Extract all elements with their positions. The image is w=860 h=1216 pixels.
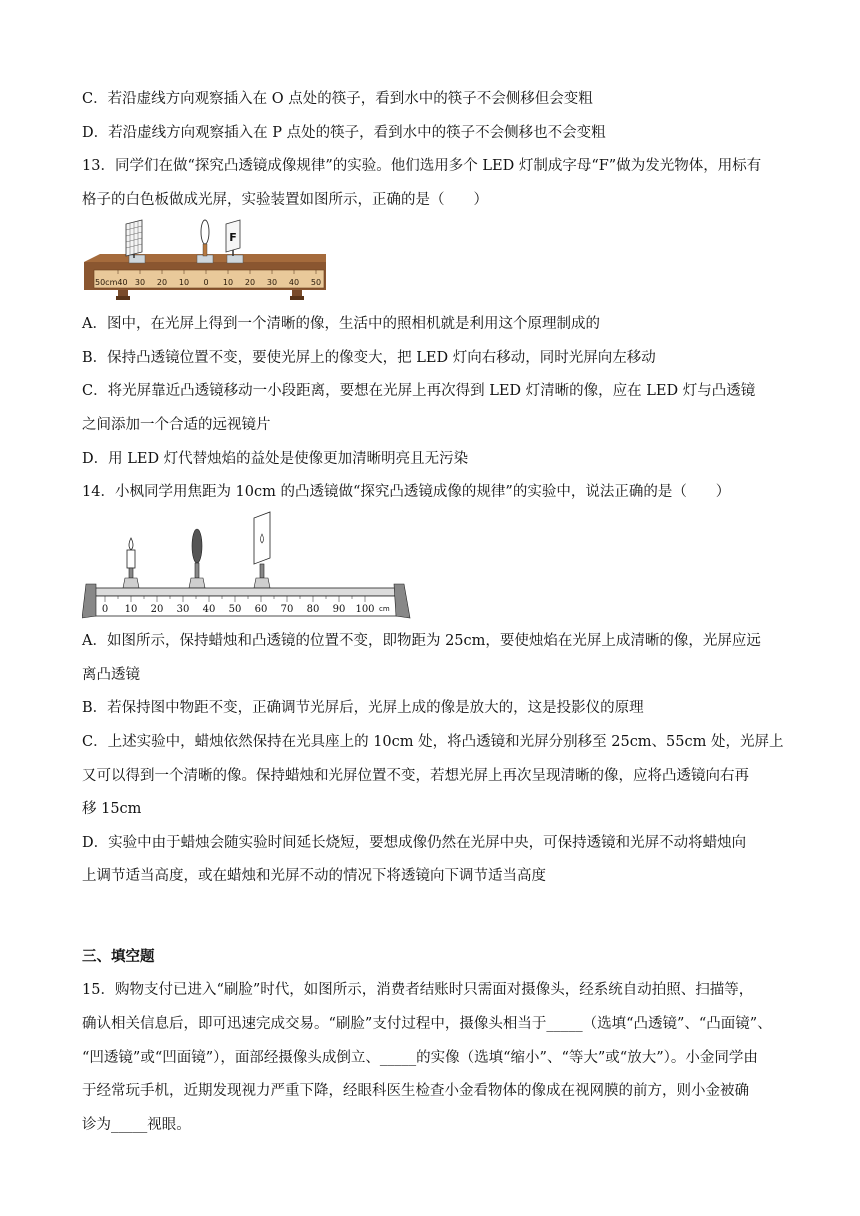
q14-option-b: B．若保持图中物距不变，正确调节光屏后，光屏上成的像是放大的，这是投影仪的原理 bbox=[82, 700, 644, 716]
f-letter: F bbox=[229, 231, 237, 244]
q13-stem-line2: 格子的白色板做成光屏，实验装置如图所示，正确的是（ ） bbox=[82, 192, 488, 208]
q14-option-d-line1: D．实验中由于蜡烛会随实验时间延长烧短，要想成像仍然在光屏中央，可保持透镜和光屏不动将蜡烛向 bbox=[82, 835, 747, 851]
rail-leg-left bbox=[82, 584, 96, 618]
scale-tick: 30 bbox=[134, 278, 146, 287]
q14-option-a-line1: A．如图所示，保持蜡烛和凸透镜的位置不变，即物距为 25cm，要使烛焰在光屏上成清晰的像，光屏应远 bbox=[82, 633, 761, 649]
scale-tick: 0 bbox=[203, 278, 209, 287]
candle bbox=[127, 538, 135, 578]
scale-tick: 10 bbox=[124, 604, 138, 615]
q14-stem: 14．小枫同学用焦距为 10cm 的凸透镜做“探究凸透镜成像的规律”的实验中，说法正确的是（ ） bbox=[82, 484, 731, 500]
q14-option-c-line2: 又可以得到一个清晰的像。保持蜡烛和光屏位置不变，若想光屏上再次呈现清晰的像，应将凸透镜向右再 bbox=[82, 768, 749, 784]
rail-leg-right bbox=[394, 584, 410, 618]
scale-tick: 0 bbox=[101, 604, 109, 615]
grid-screen bbox=[126, 220, 142, 258]
scale-tick: 40 bbox=[202, 604, 216, 615]
scale-tick: 80 bbox=[306, 604, 320, 615]
scale-tick: 10 bbox=[222, 278, 234, 287]
q13-option-c-line1: C．将光屏靠近凸透镜移动一小段距离，要想在光屏上再次得到 LED 灯清晰的像，应在 LED 灯与凸透镜 bbox=[82, 383, 756, 399]
q13-option-b: B．保持凸透镜位置不变，要使光屏上的像变大，把 LED 灯向右移动，同时光屏向左移动 bbox=[82, 350, 656, 366]
q13-option-d: D．用 LED 灯代替烛焰的益处是使像更加清晰明亮且无污染 bbox=[82, 451, 469, 467]
q15-line2: 确认相关信息后，即可迅速完成交易。“刷脸”支付过程中，摄像头相当于_____（选填“凸透镜”、“凸面镜”、 bbox=[82, 1016, 772, 1032]
q15-line5: 诊为_____视眼。 bbox=[82, 1117, 191, 1133]
q12-option-c: C．若沿虚线方向观察插入在 O 点处的筷子，看到水中的筷子不会侧移但会变粗 bbox=[82, 91, 593, 107]
scale-tick: 50 bbox=[228, 604, 242, 615]
scale-tick: 20 bbox=[150, 604, 164, 615]
section-title-fill-in: 三、填空题 bbox=[82, 949, 155, 965]
scale-left-label: 50cm40 bbox=[95, 278, 128, 287]
scale-tick: 40 bbox=[288, 278, 300, 287]
q14-optical-bench-figure bbox=[82, 508, 412, 620]
scale-tick: 30 bbox=[176, 604, 190, 615]
scale-tick: 100 bbox=[355, 604, 375, 615]
scale-unit: cm bbox=[379, 605, 390, 613]
q13-stem-line1: 13．同学们在做“探究凸透镜成像规律”的实验。他们选用多个 LED 灯制成字母“F”做为发光物体，用标有 bbox=[82, 158, 762, 174]
convex-lens bbox=[197, 220, 213, 263]
q13-option-c-line2: 之间添加一个合适的远视镜片 bbox=[82, 417, 271, 433]
q15-line3: “凹透镜”或“凹面镜”），面部经摄像头成倒立、_____的实像（选填“缩小”、“等大”或“放大”）。小金同学由 bbox=[82, 1050, 758, 1066]
q14-option-a-line2: 离凸透镜 bbox=[82, 667, 140, 683]
scale-tick: 50 bbox=[310, 278, 322, 287]
led-f-light-source bbox=[226, 220, 243, 263]
rail-top bbox=[90, 588, 400, 596]
q14-option-c-line3: 移 15cm bbox=[82, 801, 142, 817]
convex-lens bbox=[192, 529, 202, 578]
scale-tick: 20 bbox=[244, 278, 256, 287]
q15-line4: 于经常玩手机，近期发现视力严重下降，经眼科医生检查小金看物体的像成在视网膜的前方，则小金被确 bbox=[82, 1083, 749, 1099]
q15-line1: 15．购物支付已进入“刷脸”时代，如图所示，消费者结账时只需面对摄像头，经系统自动拍照、扫描等， bbox=[82, 982, 754, 998]
scale-tick: 30 bbox=[266, 278, 278, 287]
q13-optical-bench-figure bbox=[82, 218, 332, 308]
q12-option-d: D．若沿虚线方向观察插入在 P 点处的筷子，看到水中的筷子不会侧移也不会变粗 bbox=[82, 125, 606, 141]
light-screen bbox=[254, 512, 270, 578]
q14-option-d-line2: 上调节适当高度，或在蜡烛和光屏不动的情况下将透镜向下调节适当高度 bbox=[82, 868, 546, 884]
scale-tick: 10 bbox=[178, 278, 190, 287]
q13-option-a: A．图中，在光屏上得到一个清晰的像，生活中的照相机就是利用这个原理制成的 bbox=[82, 316, 600, 332]
scale-tick: 90 bbox=[332, 604, 346, 615]
scale-tick: 20 bbox=[156, 278, 168, 287]
q14-option-c-line1: C．上述实验中，蜡烛依然保持在光具座上的 10cm 处，将凸透镜和光屏分别移至 25cm、55cm 处，光屏上 bbox=[82, 734, 784, 750]
scale-tick: 60 bbox=[254, 604, 268, 615]
scale-tick: 70 bbox=[280, 604, 294, 615]
